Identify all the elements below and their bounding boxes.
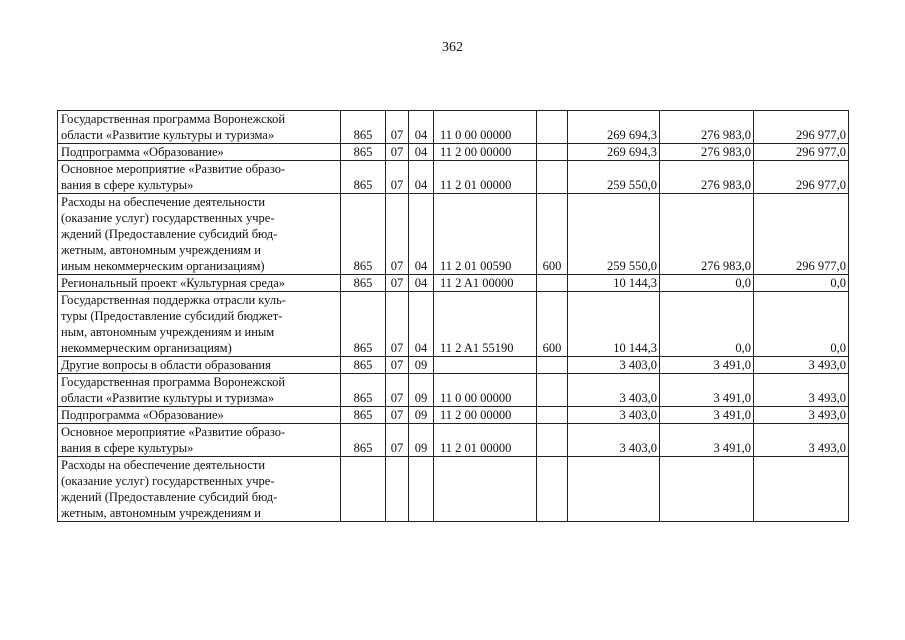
cell-amount-3: 296 977,0: [754, 194, 849, 275]
cell-grbs: 865: [341, 374, 386, 407]
cell-target-article: 11 2 01 00000: [434, 161, 537, 194]
cell-expense-type: 600: [537, 194, 568, 275]
item-name-line: иным некоммерческим организациям): [61, 259, 265, 273]
cell-amount-2: 0,0: [660, 275, 754, 292]
cell-section: [386, 457, 409, 522]
item-name-line: жетным, автономным учреждениям и: [61, 506, 261, 520]
cell-expense-type: [537, 275, 568, 292]
cell-amount-2: 276 983,0: [660, 111, 754, 144]
cell-amount-3: [754, 457, 849, 522]
cell-grbs: 865: [341, 144, 386, 161]
cell-amount-2: [660, 457, 754, 522]
table-row: [58, 457, 849, 522]
item-name-line: ждений (Предоставление субсидий бюд-: [61, 227, 278, 241]
cell-amount-2: 276 983,0: [660, 144, 754, 161]
item-name-line: некоммерческим организациям): [61, 341, 232, 355]
item-name-line: Расходы на обеспечение деятельности: [61, 195, 266, 209]
cell-item-name: [58, 194, 341, 275]
item-name-line: вания в сфере культуры»: [61, 178, 194, 192]
table-row: [58, 292, 849, 357]
cell-target-article: 11 2 01 00000: [434, 424, 537, 457]
cell-section: 07: [386, 111, 409, 144]
cell-amount-1: 269 694,3: [568, 144, 660, 161]
cell-item-name: [58, 292, 341, 357]
table-row: [58, 374, 849, 407]
table-row: [58, 161, 849, 194]
item-name-line: жетным, автономным учреждениям и: [61, 243, 261, 257]
cell-grbs: 865: [341, 111, 386, 144]
cell-amount-3: 3 493,0: [754, 357, 849, 374]
table-row: [58, 144, 849, 161]
cell-section: 07: [386, 357, 409, 374]
table-row: [58, 357, 849, 374]
cell-section: 07: [386, 144, 409, 161]
cell-amount-1: 3 403,0: [568, 357, 660, 374]
cell-grbs: 865: [341, 292, 386, 357]
cell-grbs: 865: [341, 194, 386, 275]
cell-section: 07: [386, 161, 409, 194]
cell-subsection: [409, 457, 434, 522]
cell-item-name: [58, 424, 341, 457]
cell-subsection: 04: [409, 292, 434, 357]
cell-target-article: 11 2 A1 55190: [434, 292, 537, 357]
item-name-line: туры (Предоставление субсидий бюджет-: [61, 309, 283, 323]
cell-amount-3: 3 493,0: [754, 374, 849, 407]
item-name-line: Подпрограмма «Образование»: [61, 145, 224, 159]
cell-amount-2: 3 491,0: [660, 374, 754, 407]
cell-subsection: 04: [409, 111, 434, 144]
cell-item-name: [58, 275, 341, 292]
cell-grbs: 865: [341, 407, 386, 424]
cell-expense-type: 600: [537, 292, 568, 357]
cell-grbs: [341, 457, 386, 522]
cell-expense-type: [537, 424, 568, 457]
cell-item-name: [58, 374, 341, 407]
cell-expense-type: [537, 407, 568, 424]
cell-subsection: 09: [409, 424, 434, 457]
cell-target-article: [434, 457, 537, 522]
cell-amount-1: 3 403,0: [568, 424, 660, 457]
cell-item-name: [58, 144, 341, 161]
cell-target-article: 11 2 01 00590: [434, 194, 537, 275]
item-name-line: Государственная поддержка отрасли куль-: [61, 293, 286, 307]
cell-amount-3: 3 493,0: [754, 424, 849, 457]
table-row: [58, 111, 849, 144]
item-name-line: (оказание услуг) государственных учре-: [61, 474, 275, 488]
cell-amount-1: [568, 457, 660, 522]
cell-amount-3: 0,0: [754, 275, 849, 292]
cell-amount-3: 296 977,0: [754, 144, 849, 161]
cell-item-name: [58, 457, 341, 522]
cell-amount-1: 259 550,0: [568, 194, 660, 275]
cell-expense-type: [537, 374, 568, 407]
cell-grbs: 865: [341, 424, 386, 457]
cell-amount-3: 296 977,0: [754, 161, 849, 194]
item-name-line: ным, автономным учреждениям и иным: [61, 325, 275, 339]
cell-subsection: 09: [409, 407, 434, 424]
cell-expense-type: [537, 161, 568, 194]
cell-amount-2: 0,0: [660, 292, 754, 357]
cell-subsection: 04: [409, 275, 434, 292]
cell-amount-1: 10 144,3: [568, 292, 660, 357]
cell-subsection: 09: [409, 374, 434, 407]
cell-amount-2: 276 983,0: [660, 194, 754, 275]
cell-section: 07: [386, 275, 409, 292]
cell-target-article: 11 0 00 00000: [434, 111, 537, 144]
cell-subsection: 04: [409, 194, 434, 275]
item-name-line: Основное мероприятие «Развитие образо-: [61, 162, 286, 176]
cell-amount-2: 276 983,0: [660, 161, 754, 194]
cell-grbs: 865: [341, 275, 386, 292]
cell-section: 07: [386, 194, 409, 275]
table-body: [58, 111, 849, 522]
item-name-line: Основное мероприятие «Развитие образо-: [61, 425, 286, 439]
cell-amount-1: 3 403,0: [568, 407, 660, 424]
item-name-line: области «Развитие культуры и туризма»: [61, 128, 275, 142]
cell-item-name: [58, 111, 341, 144]
cell-amount-3: 3 493,0: [754, 407, 849, 424]
cell-amount-1: 269 694,3: [568, 111, 660, 144]
item-name-line: Другие вопросы в области образования: [61, 358, 271, 372]
cell-item-name: [58, 357, 341, 374]
table-row: [58, 424, 849, 457]
item-name-line: ждений (Предоставление субсидий бюд-: [61, 490, 278, 504]
cell-expense-type: [537, 357, 568, 374]
cell-expense-type: [537, 144, 568, 161]
item-name-line: Государственная программа Воронежской: [61, 112, 286, 126]
cell-section: 07: [386, 292, 409, 357]
table-row: [58, 275, 849, 292]
cell-item-name: [58, 407, 341, 424]
cell-amount-1: 259 550,0: [568, 161, 660, 194]
budget-table: [57, 110, 849, 522]
table-row: [58, 194, 849, 275]
cell-section: 07: [386, 407, 409, 424]
cell-target-article: 11 2 00 00000: [434, 407, 537, 424]
page-number: 362: [442, 40, 463, 55]
cell-target-article: 11 0 00 00000: [434, 374, 537, 407]
item-name-line: вания в сфере культуры»: [61, 441, 194, 455]
item-name-line: (оказание услуг) государственных учре-: [61, 211, 275, 225]
cell-subsection: 04: [409, 161, 434, 194]
item-name-line: области «Развитие культуры и туризма»: [61, 391, 275, 405]
cell-expense-type: [537, 457, 568, 522]
cell-grbs: 865: [341, 357, 386, 374]
cell-section: 07: [386, 374, 409, 407]
cell-grbs: 865: [341, 161, 386, 194]
cell-amount-1: 10 144,3: [568, 275, 660, 292]
cell-subsection: 09: [409, 357, 434, 374]
cell-target-article: [434, 357, 537, 374]
table-row: [58, 407, 849, 424]
cell-amount-3: 296 977,0: [754, 111, 849, 144]
cell-section: 07: [386, 424, 409, 457]
cell-amount-2: 3 491,0: [660, 357, 754, 374]
cell-target-article: 11 2 00 00000: [434, 144, 537, 161]
cell-amount-2: 3 491,0: [660, 407, 754, 424]
cell-item-name: [58, 161, 341, 194]
cell-amount-3: 0,0: [754, 292, 849, 357]
cell-amount-1: 3 403,0: [568, 374, 660, 407]
cell-amount-2: 3 491,0: [660, 424, 754, 457]
item-name-line: Региональный проект «Культурная среда»: [61, 276, 286, 290]
item-name-line: Расходы на обеспечение деятельности: [61, 458, 266, 472]
item-name-line: Подпрограмма «Образование»: [61, 408, 224, 422]
cell-subsection: 04: [409, 144, 434, 161]
cell-expense-type: [537, 111, 568, 144]
item-name-line: Государственная программа Воронежской: [61, 375, 286, 389]
cell-target-article: 11 2 A1 00000: [434, 275, 537, 292]
